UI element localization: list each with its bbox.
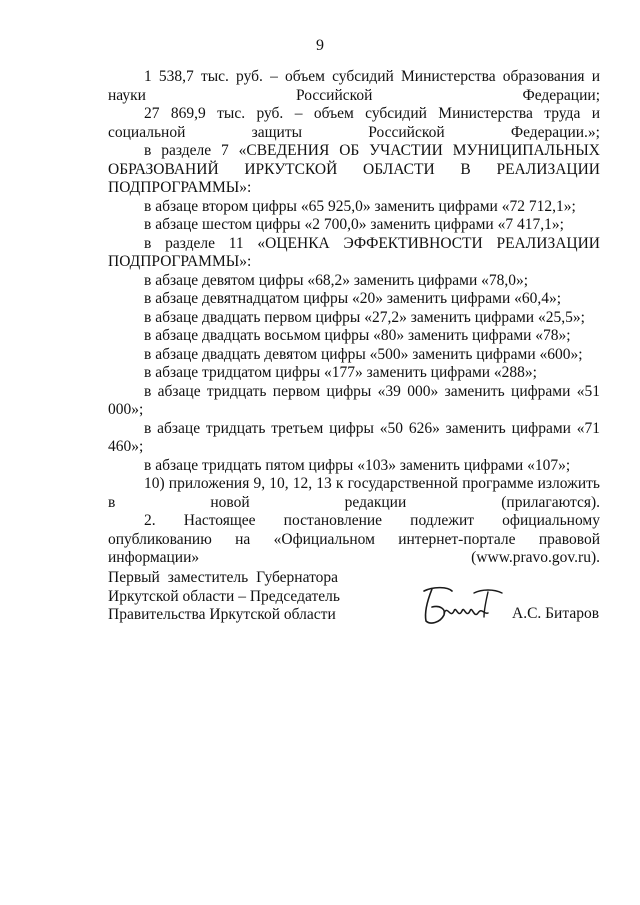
signatory-name: А.С. Битаров xyxy=(512,605,600,622)
position-line: Иркутской области – Председатель xyxy=(108,587,340,605)
paragraph: в абзаце шестом цифры «2 700,0» заменить цифрами «7 417,1»; xyxy=(144,216,564,233)
signatory-position xyxy=(108,569,340,625)
position-line: Правительства Иркутской области xyxy=(108,606,336,623)
paragraph: 27 869,9 тыс. руб. – объем субсидий Министерства труда и социальной защиты Российской Федерации.»; xyxy=(108,105,600,141)
paragraph: в абзаце втором цифры «65 925,0» заменить цифрами «72 712,1»; xyxy=(144,197,576,215)
position-line: Первый заместитель Губернатора xyxy=(108,569,339,586)
paragraph: в разделе 11 «ОЦЕНКА ЭФФЕКТИВНОСТИ РЕАЛИЗАЦИИ ПОДПРОГРАММЫ»: xyxy=(108,234,600,270)
paragraph: 2. Настоящее постановление подлежит официальному опубликованию на «Официальном интернет-портале правовой информации» (www.pravo.gov.ru). xyxy=(108,512,600,566)
page-number: 9 xyxy=(316,37,324,54)
paragraph: 10) приложения 9, 10, 12, 13 к государственной программе изложить в новой редакции (прилагаются). xyxy=(108,475,600,511)
document-body xyxy=(108,68,600,568)
paragraph: в абзаце двадцать первом цифры «27,2» заменить цифрами «25,5»; xyxy=(144,308,585,326)
paragraph: в абзаце тридцатом цифры «177» заменить цифрами «288»; xyxy=(144,364,537,381)
paragraph: в разделе 7 «СВЕДЕНИЯ ОБ УЧАСТИИ МУНИЦИПАЛЬНЫХ ОБРАЗОВАНИЙ ИРКУТСКОЙ ОБЛАСТИ В РЕАЛИЗАЦИИ ПОДПРОГРАММЫ»: xyxy=(108,142,600,196)
paragraph: в абзаце девятом цифры «68,2» заменить цифрами «78,0»; xyxy=(144,271,529,289)
paragraph: в абзаце тридцать первом цифры «39 000» заменить цифрами «51 000»; xyxy=(108,382,600,418)
paragraph: в абзаце двадцать восьмом цифры «80» заменить цифрами «78»; xyxy=(144,327,571,344)
paragraph: в абзаце тридцать третьем цифры «50 626» заменить цифрами «71 460»; xyxy=(108,419,600,455)
paragraph: в абзаце двадцать девятом цифры «500» заменить цифрами «600»; xyxy=(144,345,583,363)
paragraph: в абзаце тридцать пятом цифры «103» заменить цифрами «107»; xyxy=(144,456,571,474)
paragraph: 1 538,7 тыс. руб. – объем субсидий Министерства образования и науки Российской Федерации; xyxy=(108,68,600,104)
paragraph: в абзаце девятнадцатом цифры «20» заменить цифрами «60,4»; xyxy=(144,290,562,307)
handwritten-signature xyxy=(418,583,508,627)
